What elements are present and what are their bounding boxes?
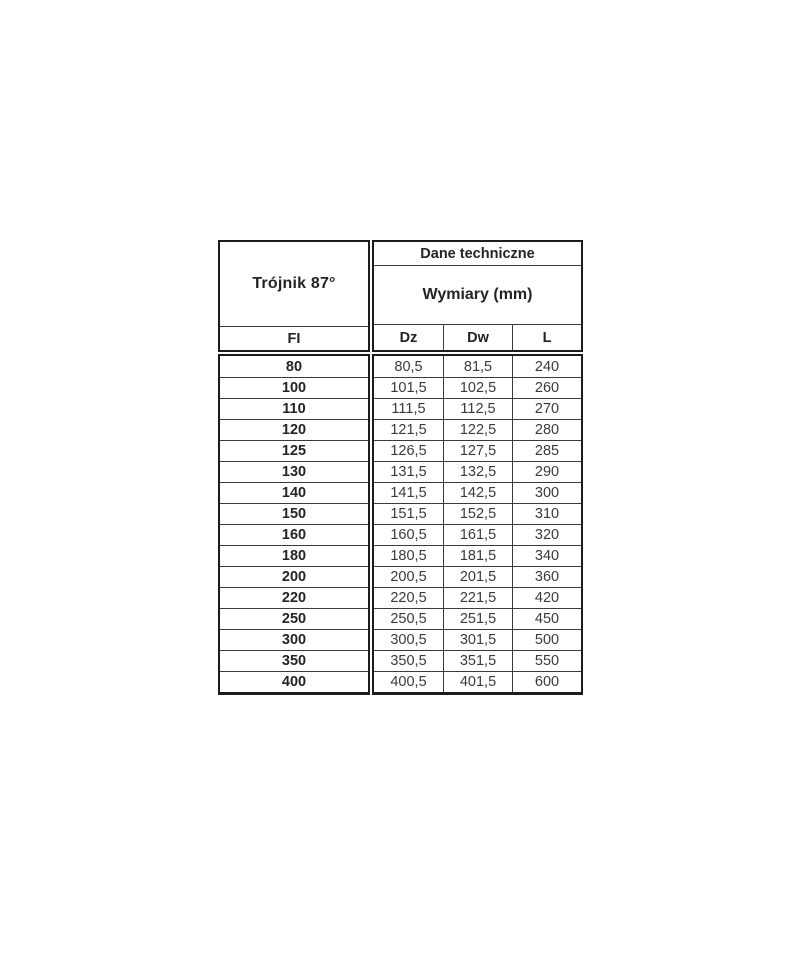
fi-value: 110 xyxy=(220,398,368,419)
l-value: 420 xyxy=(512,588,581,608)
table-row xyxy=(374,524,581,545)
l-value: 360 xyxy=(512,567,581,587)
l-value: 240 xyxy=(512,356,581,377)
dw-value: 351,5 xyxy=(443,651,512,671)
l-value: 500 xyxy=(512,630,581,650)
table-row xyxy=(374,671,581,692)
table-row xyxy=(374,587,581,608)
l-value: 550 xyxy=(512,651,581,671)
column-header-row xyxy=(374,324,581,350)
dz-value: 101,5 xyxy=(390,380,427,396)
table-row xyxy=(374,440,581,461)
dw-value: 81,5 xyxy=(443,356,512,377)
fi-value: 120 xyxy=(220,419,368,440)
technical-data-table xyxy=(218,240,583,695)
table-row xyxy=(374,608,581,629)
table-row xyxy=(374,482,581,503)
fi-value: 80 xyxy=(285,358,303,375)
section-title: Dane techniczne xyxy=(420,245,535,262)
fi-value: 200 xyxy=(220,566,368,587)
table-row xyxy=(374,629,581,650)
fi-value: 180 xyxy=(220,545,368,566)
dz-value: 350,5 xyxy=(390,653,427,669)
product-title: Trójnik 87° xyxy=(252,275,336,292)
l-value: 600 xyxy=(512,672,581,692)
fi-value: 125 xyxy=(220,440,368,461)
l-value: 280 xyxy=(512,420,581,440)
column-header-l: L xyxy=(512,325,581,350)
dz-value: 131,5 xyxy=(390,464,427,480)
table-row xyxy=(374,377,581,398)
l-value: 300 xyxy=(512,483,581,503)
dw-value: 301,5 xyxy=(443,630,512,650)
table-row xyxy=(374,503,581,524)
dw-value: 221,5 xyxy=(443,588,512,608)
dz-value: 400,5 xyxy=(390,674,427,690)
dz-value: 220,5 xyxy=(390,590,427,606)
dimensions-title: Wymiary (mm) xyxy=(374,265,581,324)
fi-value: 160 xyxy=(220,524,368,545)
dw-value: 102,5 xyxy=(443,378,512,398)
fi-value: 140 xyxy=(220,482,368,503)
dz-value: 160,5 xyxy=(390,527,427,543)
l-value: 290 xyxy=(512,462,581,482)
fi-value: 250 xyxy=(220,608,368,629)
dw-value: 181,5 xyxy=(443,546,512,566)
dw-value: 401,5 xyxy=(443,672,512,692)
table-row xyxy=(374,419,581,440)
dw-value: 122,5 xyxy=(443,420,512,440)
l-value: 260 xyxy=(512,378,581,398)
column-header-fi: FI xyxy=(220,326,368,350)
dw-value: 161,5 xyxy=(443,525,512,545)
column-header-dz: Dz xyxy=(399,329,418,346)
dz-value: 80,5 xyxy=(394,358,423,375)
dz-value: 141,5 xyxy=(390,485,427,501)
dw-value: 112,5 xyxy=(443,399,512,419)
table-row xyxy=(374,545,581,566)
fi-values-column xyxy=(218,354,370,695)
table-row xyxy=(374,356,581,377)
dz-value: 250,5 xyxy=(390,611,427,627)
column-header-dw: Dw xyxy=(443,325,512,350)
dz-value: 121,5 xyxy=(390,422,427,438)
fi-value: 150 xyxy=(220,503,368,524)
fi-value: 130 xyxy=(220,461,368,482)
table-row xyxy=(374,566,581,587)
dw-value: 152,5 xyxy=(443,504,512,524)
l-value: 340 xyxy=(512,546,581,566)
dz-value: 200,5 xyxy=(390,569,427,585)
l-value: 310 xyxy=(512,504,581,524)
dz-value: 126,5 xyxy=(390,443,427,459)
dz-value: 180,5 xyxy=(390,548,427,564)
fi-value: 300 xyxy=(220,629,368,650)
dimension-values-block xyxy=(372,354,583,695)
l-value: 285 xyxy=(512,441,581,461)
table-row xyxy=(374,398,581,419)
l-value: 320 xyxy=(512,525,581,545)
dw-value: 142,5 xyxy=(443,483,512,503)
fi-value: 400 xyxy=(220,671,368,692)
dz-value: 111,5 xyxy=(391,401,426,417)
dw-value: 251,5 xyxy=(443,609,512,629)
l-value: 270 xyxy=(512,399,581,419)
dw-value: 132,5 xyxy=(443,462,512,482)
fi-value: 350 xyxy=(220,650,368,671)
dz-value: 300,5 xyxy=(390,632,427,648)
l-value: 450 xyxy=(512,609,581,629)
table-header-left-block xyxy=(218,240,370,352)
dw-value: 127,5 xyxy=(443,441,512,461)
table-row xyxy=(374,650,581,671)
fi-value: 220 xyxy=(220,587,368,608)
table-header-right-block xyxy=(372,240,583,352)
dw-value: 201,5 xyxy=(443,567,512,587)
table-row xyxy=(374,461,581,482)
fi-value: 100 xyxy=(220,377,368,398)
dz-value: 151,5 xyxy=(390,506,427,522)
